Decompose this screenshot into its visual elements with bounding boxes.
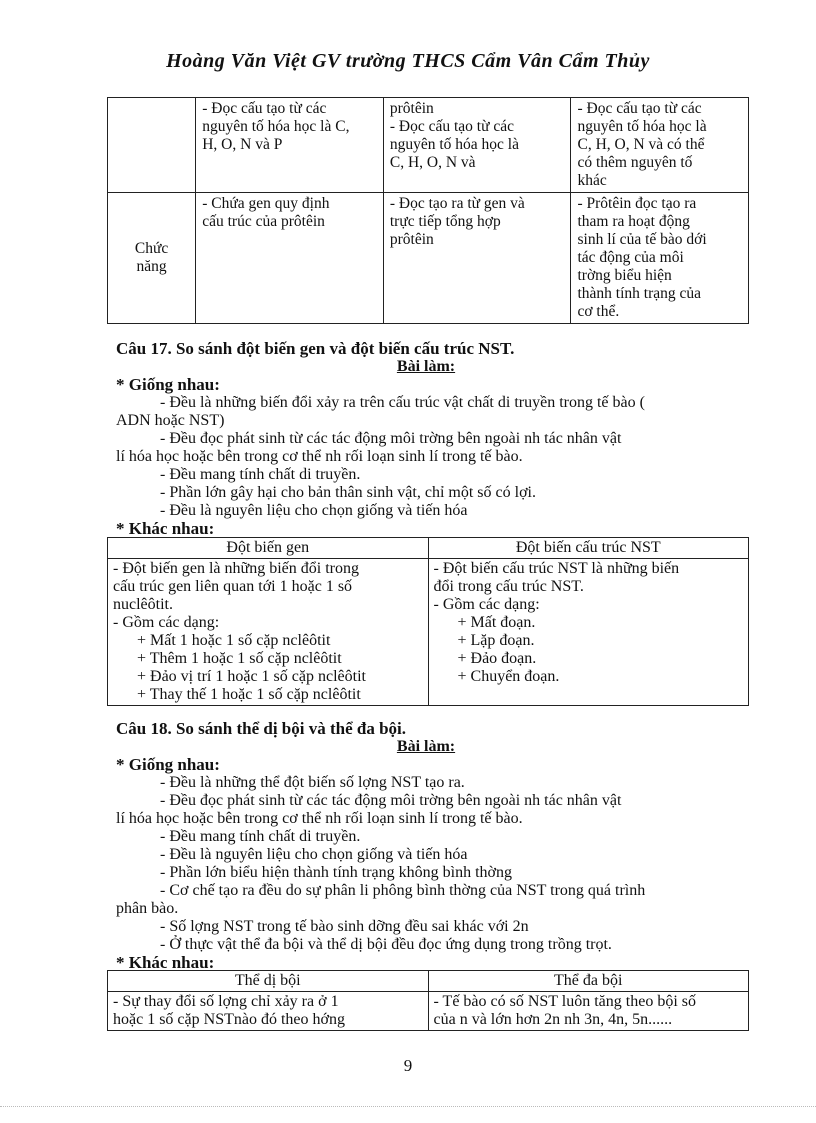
cell-line: + Mất 1 hoặc 1 số cặp nclêôtit: [137, 632, 331, 649]
text-line: - Số lợng NST trong tế bào sinh dỡng đều sai khác với 2n: [160, 918, 529, 935]
cell-line: đổi trong cấu trúc NST.: [433, 578, 584, 595]
cell-line: có thêm nguyên tố: [577, 154, 693, 171]
text-line: - Đều là nguyên liệu cho chọn giống và tiến hóa: [160, 502, 468, 519]
text-line: - Cơ chế tạo ra đều do sự phân li phông bình thờng của NST trong quá trình: [160, 882, 646, 899]
table-cell: [383, 98, 571, 193]
cell-line: - Gồm các dạng:: [113, 614, 220, 631]
table-cell: [571, 98, 749, 193]
bai-lam-label: Bài làm:: [396, 358, 456, 375]
cell-line: + Mất đoạn.: [457, 614, 536, 631]
cell-line: C, H, O, N và có thể: [577, 136, 705, 153]
page-bottom-divider: [0, 1106, 816, 1107]
cell-line: sinh lí của tế bào dới: [577, 231, 707, 248]
question-title: Câu 18. So sánh thể dị bội và thể đa bội.: [116, 719, 407, 738]
cell-line: - Chứa gen quy định: [202, 195, 330, 212]
text-line: - Đều đọc phát sinh từ các tác động môi trờng bên ngoài nh tác nhân vật: [160, 430, 622, 447]
cell-line: C, H, O, N và: [389, 154, 476, 171]
question-17: [116, 340, 736, 538]
cell-line: - Đột biến gen là những biến đổi trong: [113, 560, 359, 577]
cell-line: cơ thể.: [577, 303, 620, 320]
question-18: [116, 720, 736, 972]
differences-heading: * Khác nhau:: [116, 519, 215, 538]
text-line: - Phần lớn gây hại cho bản thân sinh vật, chỉ một số có lợi.: [160, 484, 536, 501]
mutation-comparison-table: [107, 537, 749, 706]
cell-line: nguyên tố hóa học là: [389, 136, 519, 153]
cell-line: + Đảo đoạn.: [457, 650, 537, 667]
cell-line: prôtêin: [389, 100, 434, 117]
cell-line: tham ra hoạt động: [577, 213, 690, 230]
text-line: lí hóa học hoặc bên trong cơ thể nh rối loạn sinh lí trong tế bào.: [116, 810, 523, 827]
cell-line: - Prôtêin đọc tạo ra: [577, 195, 697, 212]
cell-line: hoặc 1 số cặp NSTnào đó theo hớng: [113, 1011, 345, 1028]
text-line: lí hóa học hoặc bên trong cơ thể nh rối loạn sinh lí trong tế bào.: [116, 448, 523, 465]
cell-line: - Đột biến cấu trúc NST là những biến: [433, 560, 680, 577]
table-cell: [108, 992, 429, 1031]
cell-line: tác động của môi: [577, 249, 684, 266]
differences-heading: * Khác nhau:: [116, 953, 215, 972]
table-cell: [196, 193, 384, 324]
column-header: Đột biến gen: [108, 538, 429, 559]
text-line: - Đều mang tính chất di truyền.: [160, 828, 361, 845]
column-header: Đột biến cấu trúc NST: [428, 538, 749, 559]
cell-line: nguyên tố hóa học là: [577, 118, 707, 135]
text-line: - Ở thực vật thể đa bội và thể dị bội đều đọc ứng dụng trong trồng trọt.: [160, 936, 612, 953]
text-line: - Đều là những thể đột biến số lợng NST tạo ra.: [160, 774, 465, 791]
text-line: - Đều là những biến đổi xảy ra trên cấu trúc vật chất di truyền trong tế bào (: [160, 394, 645, 411]
table-cell: [196, 98, 384, 193]
cell-line: prôtêin: [389, 231, 434, 248]
text-line: - Đều đọc phát sinh từ các tác động môi trờng bên ngoài nh tác nhân vật: [160, 792, 622, 809]
cell-line: - Tế bào có số NST luôn tăng theo bội số: [433, 993, 696, 1010]
cell-line: cấu trúc của prôtêin: [202, 213, 325, 230]
cell-line: + Thay thế 1 hoặc 1 số cặp nclêôtit: [137, 686, 361, 703]
row-label-chuc-nang: Chức năng: [134, 240, 169, 275]
cell-line: - Đọc tạo ra từ gen và: [389, 195, 525, 212]
table-header-row: [108, 971, 749, 992]
bai-lam-label: Bài làm:: [396, 738, 456, 755]
text-line: ADN hoặc NST): [116, 412, 225, 429]
polyploidy-comparison-table: [107, 970, 749, 1031]
cell-line: + Lặp đoạn.: [457, 632, 535, 649]
cell-line: + Thêm 1 hoặc 1 số cặp nclêôtit: [137, 650, 342, 667]
page-number: 9: [403, 1056, 413, 1075]
row-label-cell: [108, 98, 196, 193]
cell-line: - Sự thay đổi số lợng chỉ xảy ra ở 1: [113, 993, 339, 1010]
column-header: Thể dị bội: [108, 971, 429, 992]
table-row: [108, 98, 749, 193]
table-row: [108, 193, 749, 324]
row-label-cell: [108, 193, 196, 324]
cell-line: cấu trúc gen liên quan tới 1 hoặc 1 số: [113, 578, 353, 595]
cell-line: trực tiếp tổng hợp: [389, 213, 501, 230]
cell-line: khác: [577, 172, 607, 189]
text-line: - Đều là nguyên liệu cho chọn giống và tiến hóa: [160, 846, 468, 863]
text-line: phân bào.: [116, 900, 179, 917]
table-row: [108, 559, 749, 706]
cell-line: - Gồm các dạng:: [433, 596, 540, 613]
cell-line: của n và lớn hơn 2n nh 3n, 4n, 5n......: [433, 1011, 673, 1028]
comparison-table-continued: [107, 97, 749, 324]
similarities-heading: * Giống nhau:: [116, 755, 220, 774]
text-line: - Phần lớn biểu hiện thành tính trạng không bình thờng: [160, 864, 512, 881]
cell-line: H, O, N và P: [202, 136, 283, 153]
cell-line: trờng biểu hiện: [577, 267, 672, 284]
table-cell: [108, 559, 429, 706]
cell-line: nuclêôtit.: [113, 596, 173, 613]
cell-line: nguyên tố hóa học là C,: [202, 118, 350, 135]
cell-line: - Đọc cấu tạo từ các: [577, 100, 702, 117]
table-cell: [571, 193, 749, 324]
page-header: Hoàng Văn Việt GV trường THCS Cẩm Vân Cẩm Thủy: [166, 50, 650, 72]
column-header: Thể đa bội: [428, 971, 749, 992]
cell-line: - Đọc cấu tạo từ các: [389, 118, 515, 135]
table-cell: [428, 559, 749, 706]
cell-line: + Chuyển đoạn.: [457, 668, 560, 685]
table-cell: [383, 193, 571, 324]
text-line: - Đều mang tính chất di truyền.: [160, 466, 361, 483]
table-cell: [428, 992, 749, 1031]
table-row: [108, 992, 749, 1031]
similarities-heading: * Giống nhau:: [116, 375, 220, 394]
table-header-row: [108, 538, 749, 559]
cell-line: - Đọc cấu tạo từ các: [202, 100, 327, 117]
question-title: Câu 17. So sánh đột biến gen và đột biến cấu trúc NST.: [116, 339, 515, 358]
cell-line: + Đảo vị trí 1 hoặc 1 số cặp nclêôtit: [137, 668, 366, 685]
cell-line: thành tính trạng của: [577, 285, 702, 302]
